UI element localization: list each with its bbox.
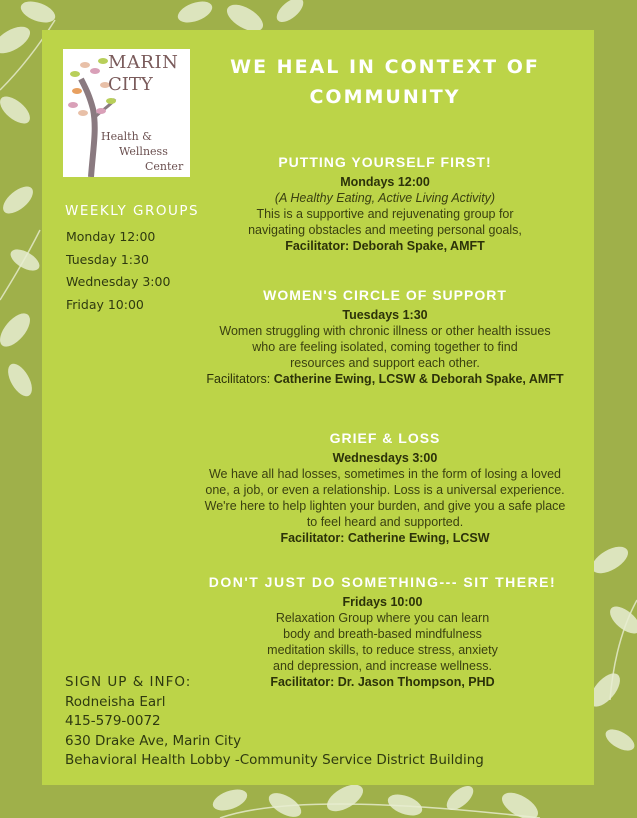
weekly-groups-list — [66, 228, 170, 318]
section-heading: WOMEN'S CIRCLE OF SUPPORT — [263, 287, 507, 303]
section-line: Relaxation Group where you can learn — [275, 611, 490, 625]
section-line: one, a job, or even a relationship. Loss is a universal experience. — [205, 483, 565, 497]
section-facilitator: Facilitator: Deborah Spake, AMFT — [285, 239, 485, 253]
section-schedule: Tuesdays 1:30 — [342, 308, 428, 322]
section-facilitator — [175, 371, 595, 387]
section-line: to feel heard and supported. — [306, 515, 464, 529]
section-heading: DON'T JUST DO SOMETHING--- SIT THERE! — [208, 574, 557, 590]
signup-location: Behavioral Health Lobby -Community Service District Building — [65, 752, 484, 768]
section-line: We have all had losses, sometimes in the form of losing a loved — [208, 467, 562, 481]
section-line: meditation skills, to reduce stress, anxiety — [267, 643, 498, 657]
section-line: Women struggling with chronic illness or other health issues — [219, 324, 551, 338]
logo-text-marin: MARIN — [108, 52, 179, 73]
section-facilitator: Facilitator: Dr. Jason Thompson, PHD — [270, 675, 495, 689]
section-line: resources and support each other. — [290, 356, 480, 370]
logo-text-wellness: Wellness — [119, 145, 168, 158]
logo-text-city: CITY — [108, 74, 153, 95]
marin-city-logo — [63, 49, 190, 177]
facilitator-names: Catherine Ewing, LCSW & Deborah Spake, AMFT — [273, 372, 564, 386]
section-line: navigating obstacles and meeting personal goals, — [248, 223, 522, 237]
section-grief-loss — [185, 430, 585, 546]
weekly-group-item: Monday 12:00 — [66, 229, 156, 244]
title-line-1: WE HEAL IN CONTEXT OF — [230, 56, 540, 78]
weekly-group-item: Friday 10:00 — [66, 296, 144, 312]
title-line-2: COMMUNITY — [309, 86, 461, 108]
signup-info — [65, 673, 484, 771]
signup-phone: 415-579-0072 — [65, 713, 161, 729]
section-line: body and breath-based mindfulness — [283, 627, 482, 641]
section-subtitle: (A Healthy Eating, Active Living Activity) — [274, 191, 496, 205]
section-putting-yourself-first — [220, 154, 550, 254]
weekly-group-item: Wednesday 3:00 — [66, 274, 171, 289]
section-line: and depression, and increase wellness. — [273, 659, 492, 673]
signup-name: Rodneisha Earl — [65, 693, 166, 710]
weekly-groups-heading: WEEKLY GROUPS — [65, 203, 200, 219]
section-schedule: Mondays 12:00 — [340, 175, 430, 189]
page-title — [210, 52, 560, 112]
signup-heading: SIGN UP & INFO: — [65, 674, 192, 690]
section-line: who are feeling isolated, coming together to find — [252, 340, 518, 354]
section-facilitator: Facilitator: Catherine Ewing, LCSW — [280, 531, 490, 545]
section-heading: GRIEF & LOSS — [329, 430, 441, 446]
logo-text-health: Health & — [101, 130, 152, 143]
section-heading: PUTTING YOURSELF FIRST! — [278, 154, 492, 170]
section-line: We're here to help lighten your burden, and give you a safe place — [204, 499, 566, 513]
facilitator-label: Facilitators: — [206, 372, 274, 386]
weekly-group-item: Tuesday 1:30 — [66, 251, 149, 267]
section-line: This is a supportive and rejuvenating group for — [256, 207, 514, 221]
signup-address: 630 Drake Ave, Marin City — [65, 732, 242, 749]
section-schedule: Fridays 10:00 — [342, 595, 423, 609]
section-womens-circle — [175, 287, 595, 387]
logo-text-center: Center — [145, 160, 184, 173]
section-schedule: Wednesdays 3:00 — [332, 451, 438, 465]
